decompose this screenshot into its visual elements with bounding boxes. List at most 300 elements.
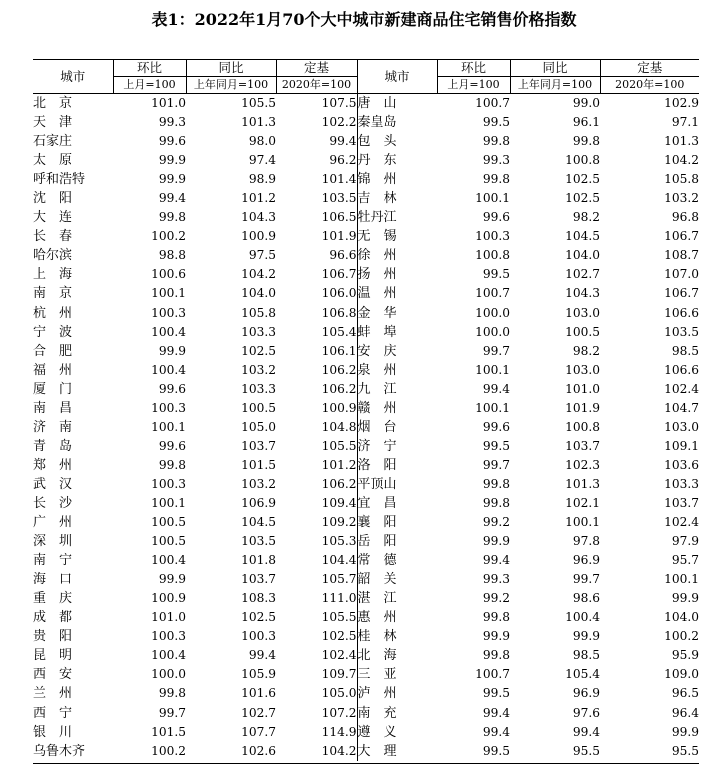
table-row: [33, 113, 699, 132]
city-name: 金 华: [357, 304, 437, 323]
yoy-value: 100.1: [565, 515, 600, 530]
fixed-value: 98.5: [671, 343, 699, 358]
city-name: 烟 台: [357, 418, 437, 437]
fixed-value: 101.4: [321, 172, 357, 187]
yoy-value: 107.7: [241, 724, 276, 739]
table-row: [33, 551, 699, 570]
yoy-value: 101.0: [565, 381, 600, 396]
fixed-value: 103.5: [321, 191, 357, 206]
mom-value: 99.4: [158, 191, 186, 206]
city-name: 无 锡: [357, 227, 437, 246]
header-fixed-left: 定基: [276, 60, 357, 77]
yoy-value: 101.5: [241, 457, 276, 472]
mom-value: 99.8: [482, 610, 510, 625]
yoy-value: 97.4: [248, 153, 276, 168]
table-row: [33, 361, 699, 380]
yoy-value: 106.9: [241, 495, 276, 510]
yoy-value: 96.1: [572, 115, 600, 130]
city-name: 海 口: [33, 572, 73, 588]
table-body: [33, 94, 699, 761]
table-row: [33, 342, 699, 361]
table-row: [33, 304, 699, 323]
city-name: 宁 波: [33, 324, 73, 340]
yoy-value: 97.6: [572, 705, 600, 720]
city-name: 济 南: [33, 419, 73, 435]
city-name: 蚌 埠: [357, 323, 437, 342]
fixed-value: 106.8: [321, 305, 357, 320]
mom-value: 100.1: [475, 362, 510, 377]
yoy-value: 99.0: [572, 96, 600, 110]
mom-value: 99.2: [482, 515, 510, 530]
fixed-value: 96.5: [671, 686, 699, 701]
table-row: [33, 246, 699, 265]
yoy-value: 102.5: [565, 191, 600, 206]
fixed-value: 106.1: [321, 343, 357, 358]
city-name: 西 宁: [33, 705, 73, 721]
mom-value: 99.2: [482, 591, 510, 606]
yoy-value: 101.9: [565, 400, 600, 415]
fixed-value: 101.3: [664, 134, 699, 149]
mom-value: 100.9: [151, 591, 186, 606]
fixed-value: 96.8: [671, 210, 699, 225]
city-name: 泸 州: [357, 684, 437, 703]
table-row: [33, 684, 699, 703]
mom-value: 99.6: [158, 381, 186, 396]
table-row: [33, 170, 699, 189]
fixed-value: 107.0: [664, 267, 699, 282]
mom-value: 100.1: [151, 495, 186, 510]
mom-value: 99.5: [482, 743, 510, 758]
table-row: [33, 284, 699, 303]
city-name: 长 沙: [33, 495, 73, 511]
yoy-value: 101.3: [241, 115, 276, 130]
mom-value: 99.4: [482, 705, 510, 720]
mom-value: 100.1: [151, 419, 186, 434]
city-name: 牡丹江: [357, 208, 437, 227]
mom-value: 100.3: [151, 400, 186, 415]
header-fixed-right: 定基: [600, 60, 699, 77]
fixed-value: 103.0: [664, 419, 699, 434]
city-name: 湛 江: [357, 589, 437, 608]
mom-value: 100.0: [475, 305, 510, 320]
table-row: [33, 494, 699, 513]
city-name: 桂 林: [357, 627, 437, 646]
city-name: 武 汉: [33, 476, 73, 492]
yoy-value: 99.9: [572, 629, 600, 644]
fixed-value: 107.2: [321, 705, 357, 720]
yoy-value: 102.3: [565, 457, 600, 472]
fixed-value: 96.4: [671, 705, 699, 720]
fixed-value: 109.1: [664, 438, 699, 453]
city-name: 惠 州: [357, 608, 437, 627]
table-row: [33, 475, 699, 494]
fixed-value: 105.3: [321, 534, 357, 549]
fixed-value: 103.2: [664, 191, 699, 206]
yoy-value: 103.3: [241, 324, 276, 339]
yoy-value: 101.6: [241, 686, 276, 701]
yoy-value: 105.8: [241, 305, 276, 320]
mom-value: 100.1: [151, 286, 186, 301]
fixed-value: 99.9: [671, 724, 699, 739]
fixed-value: 103.3: [664, 476, 699, 491]
header-mom-right: 环比: [437, 60, 510, 77]
table-row: [33, 570, 699, 589]
yoy-value: 96.9: [572, 553, 600, 568]
mom-value: 100.7: [475, 96, 510, 110]
mom-value: 99.5: [482, 438, 510, 453]
header-fixed-base-left: 2020年=100: [276, 77, 357, 94]
city-name: 韶 关: [357, 570, 437, 589]
fixed-value: 104.8: [321, 419, 357, 434]
table-row: [33, 418, 699, 437]
city-name: 呼和浩特: [33, 172, 86, 188]
mom-value: 100.1: [475, 400, 510, 415]
yoy-value: 103.2: [241, 476, 276, 491]
fixed-value: 106.7: [664, 286, 699, 301]
fixed-value: 105.8: [664, 172, 699, 187]
header-mom-base-left: 上月=100: [113, 77, 186, 94]
mom-value: 100.4: [151, 648, 186, 663]
yoy-value: 104.2: [241, 267, 276, 282]
fixed-value: 106.0: [321, 286, 357, 301]
yoy-value: 103.0: [565, 305, 600, 320]
yoy-value: 104.0: [565, 248, 600, 263]
fixed-value: 102.4: [664, 381, 699, 396]
yoy-value: 105.5: [241, 96, 276, 110]
mom-value: 99.8: [158, 686, 186, 701]
yoy-value: 104.3: [241, 210, 276, 225]
city-name: 三 亚: [357, 665, 437, 684]
yoy-value: 97.5: [248, 248, 276, 263]
mom-value: 100.3: [151, 629, 186, 644]
yoy-value: 105.4: [565, 667, 600, 682]
fixed-value: 101.2: [321, 457, 357, 472]
fixed-value: 105.7: [321, 572, 357, 587]
yoy-value: 99.8: [572, 134, 600, 149]
mom-value: 99.7: [482, 343, 510, 358]
yoy-value: 100.8: [565, 153, 600, 168]
mom-value: 99.8: [482, 476, 510, 491]
mom-value: 100.0: [151, 667, 186, 682]
city-name: 厦 门: [33, 381, 73, 397]
yoy-value: 102.5: [241, 343, 276, 358]
table-row: [33, 151, 699, 170]
mom-value: 100.4: [151, 362, 186, 377]
yoy-value: 100.8: [565, 419, 600, 434]
city-name: 扬 州: [357, 265, 437, 284]
fixed-value: 96.2: [329, 153, 357, 168]
yoy-value: 100.3: [241, 629, 276, 644]
city-name: 成 都: [33, 610, 73, 626]
city-name: 南 充: [357, 704, 437, 723]
mom-value: 99.6: [158, 438, 186, 453]
yoy-value: 99.4: [572, 724, 600, 739]
fixed-value: 103.5: [664, 324, 699, 339]
table-bottom-rule: [33, 763, 699, 764]
yoy-value: 102.7: [241, 705, 276, 720]
header-city-right: 城市: [357, 60, 437, 94]
fixed-value: 100.9: [321, 400, 357, 415]
mom-value: 101.0: [151, 96, 186, 110]
header-yoy-base-right: 上年同月=100: [510, 77, 600, 94]
city-name: 沈 阳: [33, 191, 73, 207]
fixed-value: 105.5: [321, 610, 357, 625]
yoy-value: 103.5: [241, 534, 276, 549]
fixed-value: 102.4: [321, 648, 357, 663]
mom-value: 99.9: [482, 629, 510, 644]
city-name: 上 海: [33, 267, 73, 283]
fixed-value: 102.5: [321, 629, 357, 644]
mom-value: 100.3: [475, 229, 510, 244]
fixed-value: 106.6: [664, 362, 699, 377]
table-title: 表1：2022年1月70个大中城市新建商品住宅销售价格指数: [151, 10, 577, 29]
city-name: 秦皇岛: [357, 113, 437, 132]
yoy-value: 104.5: [241, 515, 276, 530]
city-name: 哈尔滨: [33, 248, 73, 264]
yoy-value: 104.3: [565, 286, 600, 301]
city-name: 常 德: [357, 551, 437, 570]
yoy-value: 104.5: [565, 229, 600, 244]
city-name: 平顶山: [357, 475, 437, 494]
table-row: [33, 742, 699, 761]
price-index-table: [33, 60, 699, 761]
mom-value: 99.5: [482, 267, 510, 282]
header-fixed-base-right: 2020年=100: [600, 77, 699, 94]
mom-value: 99.9: [158, 343, 186, 358]
fixed-value: 95.5: [671, 743, 699, 758]
yoy-value: 102.5: [565, 172, 600, 187]
yoy-value: 103.3: [241, 381, 276, 396]
header-city-left: 城市: [33, 60, 113, 94]
mom-value: 101.0: [151, 610, 186, 625]
yoy-value: 102.6: [241, 743, 276, 758]
yoy-value: 98.2: [572, 210, 600, 225]
mom-value: 99.6: [482, 210, 510, 225]
fixed-value: 103.7: [664, 495, 699, 510]
mom-value: 100.7: [475, 667, 510, 682]
city-name: 福 州: [33, 362, 73, 378]
table-row: [33, 437, 699, 456]
yoy-value: 103.7: [565, 438, 600, 453]
yoy-value: 105.9: [241, 667, 276, 682]
yoy-value: 98.2: [572, 343, 600, 358]
yoy-value: 95.5: [572, 743, 600, 758]
yoy-value: 105.0: [241, 419, 276, 434]
fixed-value: 102.4: [664, 515, 699, 530]
city-name: 长 春: [33, 229, 73, 245]
fixed-value: 95.7: [671, 553, 699, 568]
mom-value: 99.4: [482, 724, 510, 739]
fixed-value: 104.0: [664, 610, 699, 625]
city-name: 石家庄: [33, 134, 73, 150]
city-name: 南 昌: [33, 400, 73, 416]
yoy-value: 99.7: [572, 572, 600, 587]
header-yoy-right: 同比: [510, 60, 600, 77]
mom-value: 99.6: [482, 419, 510, 434]
mom-value: 99.8: [482, 495, 510, 510]
fixed-value: 105.5: [321, 438, 357, 453]
city-name: 包 头: [357, 132, 437, 151]
city-name: 北 京: [33, 96, 73, 111]
mom-value: 100.2: [151, 743, 186, 758]
fixed-value: 100.2: [664, 629, 699, 644]
fixed-value: 96.6: [329, 248, 357, 263]
city-name: 郑 州: [33, 457, 73, 473]
table-row: [33, 589, 699, 608]
table-row: [33, 132, 699, 151]
table-row: [33, 265, 699, 284]
fixed-value: 106.2: [321, 476, 357, 491]
header-yoy-left: 同比: [186, 60, 276, 77]
fixed-value: 106.2: [321, 381, 357, 396]
city-name: 徐 州: [357, 246, 437, 265]
mom-value: 99.8: [158, 210, 186, 225]
mom-value: 99.7: [482, 457, 510, 472]
city-name: 乌鲁木齐: [33, 743, 86, 759]
fixed-value: 101.9: [321, 229, 357, 244]
city-name: 大 理: [357, 742, 437, 761]
table-row: [33, 723, 699, 742]
mom-value: 99.3: [158, 115, 186, 130]
table-row: [33, 704, 699, 723]
city-name: 青 岛: [33, 438, 73, 454]
city-name: 重 庆: [33, 591, 73, 607]
yoy-value: 103.7: [241, 572, 276, 587]
city-name: 唐 山: [357, 94, 437, 114]
table-row: [33, 646, 699, 665]
mom-value: 99.4: [482, 553, 510, 568]
city-name: 安 庆: [357, 342, 437, 361]
city-name: 银 川: [33, 724, 73, 740]
table-row: [33, 532, 699, 551]
mom-value: 100.4: [151, 324, 186, 339]
fixed-value: 109.2: [321, 515, 357, 530]
mom-value: 99.9: [482, 534, 510, 549]
yoy-value: 100.9: [241, 229, 276, 244]
yoy-value: 100.5: [241, 400, 276, 415]
fixed-value: 103.6: [664, 457, 699, 472]
yoy-value: 98.5: [572, 648, 600, 663]
city-name: 吉 林: [357, 189, 437, 208]
table-row: [33, 456, 699, 475]
table-row: [33, 189, 699, 208]
city-name: 岳 阳: [357, 532, 437, 551]
fixed-value: 106.5: [321, 210, 357, 225]
city-name: 杭 州: [33, 305, 73, 321]
yoy-value: 103.7: [241, 438, 276, 453]
yoy-value: 104.0: [241, 286, 276, 301]
mom-value: 99.5: [482, 686, 510, 701]
fixed-value: 111.0: [321, 591, 357, 606]
header-row-1: [33, 60, 699, 77]
mom-value: 99.8: [482, 648, 510, 663]
city-name: 南 宁: [33, 553, 73, 569]
mom-value: 99.9: [158, 153, 186, 168]
yoy-value: 108.3: [241, 591, 276, 606]
city-name: 昆 明: [33, 648, 73, 664]
fixed-value: 102.2: [321, 115, 357, 130]
city-name: 锦 州: [357, 170, 437, 189]
table-row: [33, 208, 699, 227]
mom-value: 100.8: [475, 248, 510, 263]
yoy-value: 98.6: [572, 591, 600, 606]
fixed-value: 102.9: [664, 96, 699, 110]
city-name: 南 京: [33, 286, 73, 302]
fixed-value: 106.7: [321, 267, 357, 282]
mom-value: 99.9: [158, 572, 186, 587]
mom-value: 100.0: [475, 324, 510, 339]
mom-value: 98.8: [158, 248, 186, 263]
mom-value: 100.3: [151, 305, 186, 320]
header-mom-base-right: 上月=100: [437, 77, 510, 94]
mom-value: 99.8: [158, 457, 186, 472]
mom-value: 100.5: [151, 515, 186, 530]
city-name: 丹 东: [357, 151, 437, 170]
fixed-value: 104.7: [664, 400, 699, 415]
table-row: [33, 608, 699, 627]
city-name: 兰 州: [33, 686, 73, 702]
fixed-value: 107.5: [321, 96, 357, 110]
fixed-value: 105.4: [321, 324, 357, 339]
fixed-value: 109.4: [321, 495, 357, 510]
city-name: 襄 阳: [357, 513, 437, 532]
yoy-value: 103.2: [241, 362, 276, 377]
header-mom-left: 环比: [113, 60, 186, 77]
yoy-value: 103.0: [565, 362, 600, 377]
header-yoy-base-left: 上年同月=100: [186, 77, 276, 94]
yoy-value: 100.5: [565, 324, 600, 339]
yoy-value: 102.1: [565, 495, 600, 510]
yoy-value: 99.4: [248, 648, 276, 663]
fixed-value: 97.9: [671, 534, 699, 549]
fixed-value: 95.9: [671, 648, 699, 663]
mom-value: 99.8: [482, 134, 510, 149]
fixed-value: 104.2: [664, 153, 699, 168]
mom-value: 100.5: [151, 534, 186, 549]
fixed-value: 99.9: [671, 591, 699, 606]
fixed-value: 99.4: [329, 134, 357, 149]
fixed-value: 108.7: [664, 248, 699, 263]
table-row: [33, 227, 699, 246]
city-name: 广 州: [33, 515, 73, 531]
fixed-value: 106.2: [321, 362, 357, 377]
city-name: 九 江: [357, 380, 437, 399]
city-name: 合 肥: [33, 343, 73, 359]
yoy-value: 101.8: [241, 553, 276, 568]
mom-value: 100.4: [151, 553, 186, 568]
table-row: [33, 94, 699, 114]
yoy-value: 97.8: [572, 534, 600, 549]
fixed-value: 106.7: [664, 229, 699, 244]
city-name: 泉 州: [357, 361, 437, 380]
yoy-value: 101.3: [565, 476, 600, 491]
mom-value: 99.9: [158, 172, 186, 187]
fixed-value: 109.7: [321, 667, 357, 682]
city-name: 天 津: [33, 115, 73, 131]
city-name: 贵 阳: [33, 629, 73, 645]
yoy-value: 98.0: [248, 134, 276, 149]
city-name: 赣 州: [357, 399, 437, 418]
table-row: [33, 627, 699, 646]
table-row: [33, 323, 699, 342]
city-name: 济 宁: [357, 437, 437, 456]
city-name: 宜 昌: [357, 494, 437, 513]
yoy-value: 101.2: [241, 191, 276, 206]
mom-value: 99.3: [482, 153, 510, 168]
fixed-value: 97.1: [671, 115, 699, 130]
mom-value: 99.5: [482, 115, 510, 130]
yoy-value: 98.9: [248, 172, 276, 187]
